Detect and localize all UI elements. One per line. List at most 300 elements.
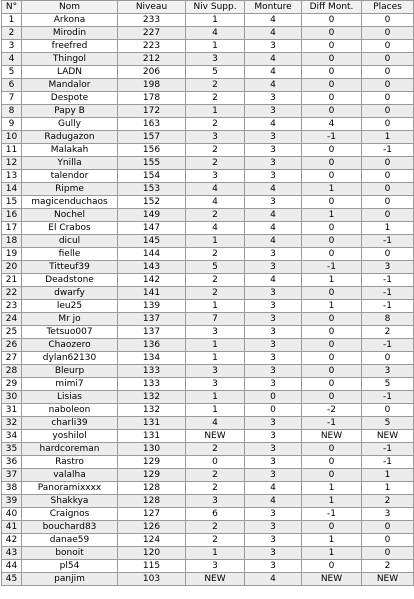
- column-header-level: Niveau: [118, 1, 186, 14]
- cell-places: 8: [362, 313, 414, 326]
- cell-name: mimi7: [22, 378, 118, 391]
- cell-mount: 3: [245, 326, 302, 339]
- cell-name: yoshilol: [22, 430, 118, 443]
- cell-name: Despote: [22, 92, 118, 105]
- cell-level: 172: [118, 105, 186, 118]
- cell-mount: 3: [245, 105, 302, 118]
- cell-mount-diff: 0: [302, 196, 362, 209]
- cell-number: 1: [2, 14, 22, 27]
- table-row: [2, 118, 414, 131]
- cell-places: 0: [362, 14, 414, 27]
- cell-places: 2: [362, 326, 414, 339]
- table-row: [2, 92, 414, 105]
- table-row: [2, 573, 414, 586]
- cell-extra-level: 2: [186, 248, 245, 261]
- table-row: [2, 352, 414, 365]
- cell-extra-level: 3: [186, 131, 245, 144]
- cell-mount: 3: [245, 313, 302, 326]
- cell-mount-diff: 0: [302, 14, 362, 27]
- table-row: [2, 53, 414, 66]
- cell-mount: 3: [245, 287, 302, 300]
- cell-mount-diff: 1: [302, 300, 362, 313]
- cell-name: hardcoreman: [22, 443, 118, 456]
- cell-mount: 3: [245, 131, 302, 144]
- cell-level: 206: [118, 66, 186, 79]
- cell-level: 124: [118, 534, 186, 547]
- cell-mount: 3: [245, 547, 302, 560]
- cell-extra-level: NEW: [186, 430, 245, 443]
- cell-places: -1: [362, 300, 414, 313]
- cell-mount: 4: [245, 14, 302, 27]
- cell-level: 178: [118, 92, 186, 105]
- cell-number: 22: [2, 287, 22, 300]
- cell-number: 24: [2, 313, 22, 326]
- cell-places: NEW: [362, 430, 414, 443]
- cell-number: 20: [2, 261, 22, 274]
- cell-places: 5: [362, 417, 414, 430]
- cell-extra-level: 3: [186, 378, 245, 391]
- cell-level: 134: [118, 352, 186, 365]
- cell-number: 17: [2, 222, 22, 235]
- cell-name: valalha: [22, 469, 118, 482]
- cell-level: 128: [118, 482, 186, 495]
- column-header-name: Nom: [22, 1, 118, 14]
- cell-number: 27: [2, 352, 22, 365]
- cell-places: 0: [362, 92, 414, 105]
- cell-level: 133: [118, 365, 186, 378]
- cell-name: Gully: [22, 118, 118, 131]
- cell-name: pl54: [22, 560, 118, 573]
- table-row: [2, 560, 414, 573]
- cell-places: -1: [362, 339, 414, 352]
- cell-level: 223: [118, 40, 186, 53]
- cell-places: -1: [362, 456, 414, 469]
- column-header-mount: Monture: [245, 1, 302, 14]
- cell-mount-diff: NEW: [302, 573, 362, 586]
- cell-mount-diff: 0: [302, 391, 362, 404]
- cell-number: 15: [2, 196, 22, 209]
- cell-number: 34: [2, 430, 22, 443]
- cell-places: 0: [362, 66, 414, 79]
- cell-level: 139: [118, 300, 186, 313]
- cell-number: 10: [2, 131, 22, 144]
- table-row: [2, 66, 414, 79]
- table-row: [2, 456, 414, 469]
- table-row: [2, 417, 414, 430]
- cell-mount-diff: -1: [302, 417, 362, 430]
- cell-mount-diff: 0: [302, 248, 362, 261]
- cell-extra-level: 4: [186, 27, 245, 40]
- cell-level: 142: [118, 274, 186, 287]
- cell-places: 0: [362, 118, 414, 131]
- cell-mount: 3: [245, 378, 302, 391]
- cell-mount: 4: [245, 209, 302, 222]
- cell-level: 153: [118, 183, 186, 196]
- cell-extra-level: 2: [186, 521, 245, 534]
- cell-extra-level: NEW: [186, 573, 245, 586]
- cell-mount-diff: 0: [302, 339, 362, 352]
- cell-mount: 4: [245, 53, 302, 66]
- cell-level: 103: [118, 573, 186, 586]
- cell-number: 5: [2, 66, 22, 79]
- cell-level: 126: [118, 521, 186, 534]
- table-row: [2, 365, 414, 378]
- cell-name: panjim: [22, 573, 118, 586]
- table-row: [2, 27, 414, 40]
- cell-extra-level: 3: [186, 326, 245, 339]
- cell-places: 3: [362, 365, 414, 378]
- cell-places: -1: [362, 144, 414, 157]
- cell-places: -1: [362, 287, 414, 300]
- cell-mount: 4: [245, 573, 302, 586]
- cell-name: Bleurp: [22, 365, 118, 378]
- cell-level: 120: [118, 547, 186, 560]
- cell-places: 0: [362, 209, 414, 222]
- cell-number: 8: [2, 105, 22, 118]
- cell-mount-diff: 1: [302, 209, 362, 222]
- cell-number: 41: [2, 521, 22, 534]
- cell-mount-diff: -1: [302, 508, 362, 521]
- cell-places: -1: [362, 235, 414, 248]
- cell-number: 28: [2, 365, 22, 378]
- cell-mount-diff: 0: [302, 287, 362, 300]
- column-header-places: Places: [362, 1, 414, 14]
- cell-name: bouchard83: [22, 521, 118, 534]
- cell-number: 6: [2, 79, 22, 92]
- cell-mount-diff: 0: [302, 53, 362, 66]
- cell-places: 1: [362, 469, 414, 482]
- cell-places: -1: [362, 274, 414, 287]
- table-row: [2, 287, 414, 300]
- cell-places: 0: [362, 404, 414, 417]
- cell-places: 1: [362, 222, 414, 235]
- table-row: [2, 235, 414, 248]
- cell-mount-diff: 0: [302, 521, 362, 534]
- cell-mount-diff: -1: [302, 131, 362, 144]
- cell-mount-diff: -2: [302, 404, 362, 417]
- cell-number: 38: [2, 482, 22, 495]
- cell-mount: 3: [245, 300, 302, 313]
- cell-number: 16: [2, 209, 22, 222]
- cell-level: 227: [118, 27, 186, 40]
- cell-mount: 3: [245, 352, 302, 365]
- cell-extra-level: 1: [186, 300, 245, 313]
- cell-mount-diff: 0: [302, 144, 362, 157]
- cell-number: 14: [2, 183, 22, 196]
- cell-level: 157: [118, 131, 186, 144]
- cell-mount-diff: 0: [302, 105, 362, 118]
- cell-places: 0: [362, 79, 414, 92]
- table-row: [2, 391, 414, 404]
- cell-mount-diff: 0: [302, 235, 362, 248]
- cell-name: dwarfy: [22, 287, 118, 300]
- table-row: [2, 131, 414, 144]
- cell-number: 18: [2, 235, 22, 248]
- table-row: [2, 404, 414, 417]
- cell-mount: 3: [245, 339, 302, 352]
- cell-number: 2: [2, 27, 22, 40]
- cell-extra-level: 2: [186, 443, 245, 456]
- table-row: [2, 339, 414, 352]
- cell-level: 233: [118, 14, 186, 27]
- cell-places: 0: [362, 105, 414, 118]
- cell-number: 44: [2, 560, 22, 573]
- cell-places: 2: [362, 560, 414, 573]
- cell-number: 21: [2, 274, 22, 287]
- cell-name: Malakah: [22, 144, 118, 157]
- cell-name: naboleon: [22, 404, 118, 417]
- cell-number: 13: [2, 170, 22, 183]
- cell-extra-level: 2: [186, 534, 245, 547]
- table-row: [2, 261, 414, 274]
- cell-extra-level: 1: [186, 391, 245, 404]
- cell-mount: 3: [245, 248, 302, 261]
- cell-mount: 4: [245, 66, 302, 79]
- cell-mount: 3: [245, 521, 302, 534]
- cell-mount-diff: 0: [302, 443, 362, 456]
- cell-name: Rastro: [22, 456, 118, 469]
- cell-name: Papy B: [22, 105, 118, 118]
- table-row: [2, 443, 414, 456]
- cell-name: charli39: [22, 417, 118, 430]
- cell-name: Mandalor: [22, 79, 118, 92]
- cell-level: 115: [118, 560, 186, 573]
- cell-number: 32: [2, 417, 22, 430]
- table-row: [2, 40, 414, 53]
- cell-name: Radugazon: [22, 131, 118, 144]
- cell-level: 133: [118, 378, 186, 391]
- cell-mount-diff: 1: [302, 482, 362, 495]
- cell-name: Panoramixxxx: [22, 482, 118, 495]
- cell-places: 0: [362, 521, 414, 534]
- cell-name: bonoit: [22, 547, 118, 560]
- cell-extra-level: 2: [186, 118, 245, 131]
- cell-mount: 4: [245, 482, 302, 495]
- cell-mount-diff: 1: [302, 183, 362, 196]
- cell-level: 132: [118, 404, 186, 417]
- cell-mount-diff: 0: [302, 27, 362, 40]
- cell-level: 137: [118, 326, 186, 339]
- cell-name: Deadstone: [22, 274, 118, 287]
- cell-number: 37: [2, 469, 22, 482]
- cell-extra-level: 1: [186, 547, 245, 560]
- cell-number: 12: [2, 157, 22, 170]
- cell-name: Nochel: [22, 209, 118, 222]
- table-row: [2, 274, 414, 287]
- cell-number: 25: [2, 326, 22, 339]
- cell-extra-level: 1: [186, 339, 245, 352]
- cell-extra-level: 1: [186, 14, 245, 27]
- cell-extra-level: 1: [186, 105, 245, 118]
- cell-number: 30: [2, 391, 22, 404]
- table-row: [2, 183, 414, 196]
- cell-number: 23: [2, 300, 22, 313]
- cell-places: 0: [362, 534, 414, 547]
- cell-mount-diff: 0: [302, 157, 362, 170]
- cell-places: 0: [362, 183, 414, 196]
- cell-name: fielle: [22, 248, 118, 261]
- cell-extra-level: 5: [186, 66, 245, 79]
- cell-places: -1: [362, 443, 414, 456]
- cell-places: -1: [362, 391, 414, 404]
- table-row: [2, 222, 414, 235]
- ranking-table: [1, 0, 414, 586]
- cell-level: 143: [118, 261, 186, 274]
- cell-name: Ynilla: [22, 157, 118, 170]
- cell-level: 154: [118, 170, 186, 183]
- cell-number: 39: [2, 495, 22, 508]
- cell-level: 149: [118, 209, 186, 222]
- cell-number: 3: [2, 40, 22, 53]
- cell-name: Thingol: [22, 53, 118, 66]
- cell-name: Tetsuo007: [22, 326, 118, 339]
- cell-mount: 3: [245, 170, 302, 183]
- cell-name: Mr jo: [22, 313, 118, 326]
- cell-mount: 3: [245, 365, 302, 378]
- cell-mount: 3: [245, 456, 302, 469]
- cell-number: 43: [2, 547, 22, 560]
- cell-level: 145: [118, 235, 186, 248]
- table-row: [2, 144, 414, 157]
- table-row: [2, 482, 414, 495]
- cell-mount: 4: [245, 235, 302, 248]
- cell-extra-level: 3: [186, 365, 245, 378]
- table-row: [2, 157, 414, 170]
- cell-mount-diff: NEW: [302, 430, 362, 443]
- cell-name: leu25: [22, 300, 118, 313]
- column-header-extra-level: Niv Supp.: [186, 1, 245, 14]
- ranking-body: [2, 14, 414, 586]
- cell-places: 0: [362, 248, 414, 261]
- cell-mount: 0: [245, 391, 302, 404]
- cell-extra-level: 4: [186, 183, 245, 196]
- cell-level: 212: [118, 53, 186, 66]
- cell-name: danae59: [22, 534, 118, 547]
- table-row: [2, 196, 414, 209]
- cell-mount-diff: 0: [302, 92, 362, 105]
- cell-places: 0: [362, 53, 414, 66]
- cell-name: Lisias: [22, 391, 118, 404]
- cell-mount-diff: 1: [302, 274, 362, 287]
- table-row: [2, 378, 414, 391]
- cell-mount: 3: [245, 417, 302, 430]
- table-row: [2, 248, 414, 261]
- cell-mount-diff: -1: [302, 261, 362, 274]
- cell-mount: 4: [245, 183, 302, 196]
- cell-mount: 3: [245, 261, 302, 274]
- cell-level: 128: [118, 495, 186, 508]
- cell-number: 45: [2, 573, 22, 586]
- cell-mount: 3: [245, 534, 302, 547]
- cell-extra-level: 4: [186, 417, 245, 430]
- cell-places: 3: [362, 508, 414, 521]
- cell-mount: 4: [245, 274, 302, 287]
- table-row: [2, 209, 414, 222]
- cell-extra-level: 6: [186, 508, 245, 521]
- cell-level: 163: [118, 118, 186, 131]
- cell-name: Ripme: [22, 183, 118, 196]
- cell-number: 35: [2, 443, 22, 456]
- table-row: [2, 495, 414, 508]
- cell-mount: 3: [245, 469, 302, 482]
- cell-mount-diff: 0: [302, 469, 362, 482]
- cell-mount: 3: [245, 443, 302, 456]
- cell-name: Chaozero: [22, 339, 118, 352]
- cell-extra-level: 2: [186, 144, 245, 157]
- cell-mount-diff: 0: [302, 560, 362, 573]
- cell-name: magicenduchaos: [22, 196, 118, 209]
- cell-number: 4: [2, 53, 22, 66]
- cell-places: 0: [362, 196, 414, 209]
- cell-mount-diff: 0: [302, 352, 362, 365]
- cell-number: 7: [2, 92, 22, 105]
- cell-number: 26: [2, 339, 22, 352]
- cell-mount-diff: 0: [302, 378, 362, 391]
- cell-extra-level: 7: [186, 313, 245, 326]
- cell-mount: 3: [245, 508, 302, 521]
- cell-extra-level: 1: [186, 352, 245, 365]
- cell-mount-diff: 1: [302, 495, 362, 508]
- cell-level: 137: [118, 313, 186, 326]
- cell-name: talendor: [22, 170, 118, 183]
- cell-places: 0: [362, 40, 414, 53]
- cell-mount: 3: [245, 560, 302, 573]
- cell-name: Shakkya: [22, 495, 118, 508]
- cell-extra-level: 1: [186, 40, 245, 53]
- cell-name: dicul: [22, 235, 118, 248]
- cell-number: 9: [2, 118, 22, 131]
- cell-mount-diff: 0: [302, 170, 362, 183]
- table-row: [2, 521, 414, 534]
- cell-number: 36: [2, 456, 22, 469]
- cell-mount: 3: [245, 144, 302, 157]
- cell-mount: 4: [245, 495, 302, 508]
- cell-extra-level: 4: [186, 222, 245, 235]
- cell-mount-diff: 0: [302, 66, 362, 79]
- table-row: [2, 508, 414, 521]
- cell-places: 0: [362, 547, 414, 560]
- cell-places: 0: [362, 157, 414, 170]
- header-row: [2, 1, 414, 14]
- cell-mount-diff: 0: [302, 313, 362, 326]
- cell-places: 0: [362, 170, 414, 183]
- cell-places: 0: [362, 27, 414, 40]
- cell-extra-level: 2: [186, 482, 245, 495]
- cell-mount-diff: 0: [302, 222, 362, 235]
- cell-mount-diff: 1: [302, 534, 362, 547]
- cell-places: 1: [362, 131, 414, 144]
- cell-number: 31: [2, 404, 22, 417]
- cell-mount-diff: 0: [302, 456, 362, 469]
- cell-extra-level: 0: [186, 456, 245, 469]
- table-row: [2, 170, 414, 183]
- cell-level: 147: [118, 222, 186, 235]
- table-row: [2, 469, 414, 482]
- cell-mount: 4: [245, 79, 302, 92]
- cell-extra-level: 3: [186, 53, 245, 66]
- cell-level: 144: [118, 248, 186, 261]
- cell-extra-level: 2: [186, 79, 245, 92]
- cell-extra-level: 5: [186, 261, 245, 274]
- cell-mount: 3: [245, 196, 302, 209]
- cell-level: 132: [118, 391, 186, 404]
- table-row: [2, 14, 414, 27]
- cell-level: 131: [118, 430, 186, 443]
- cell-extra-level: 2: [186, 274, 245, 287]
- table-row: [2, 430, 414, 443]
- cell-extra-level: 2: [186, 287, 245, 300]
- cell-places: 1: [362, 482, 414, 495]
